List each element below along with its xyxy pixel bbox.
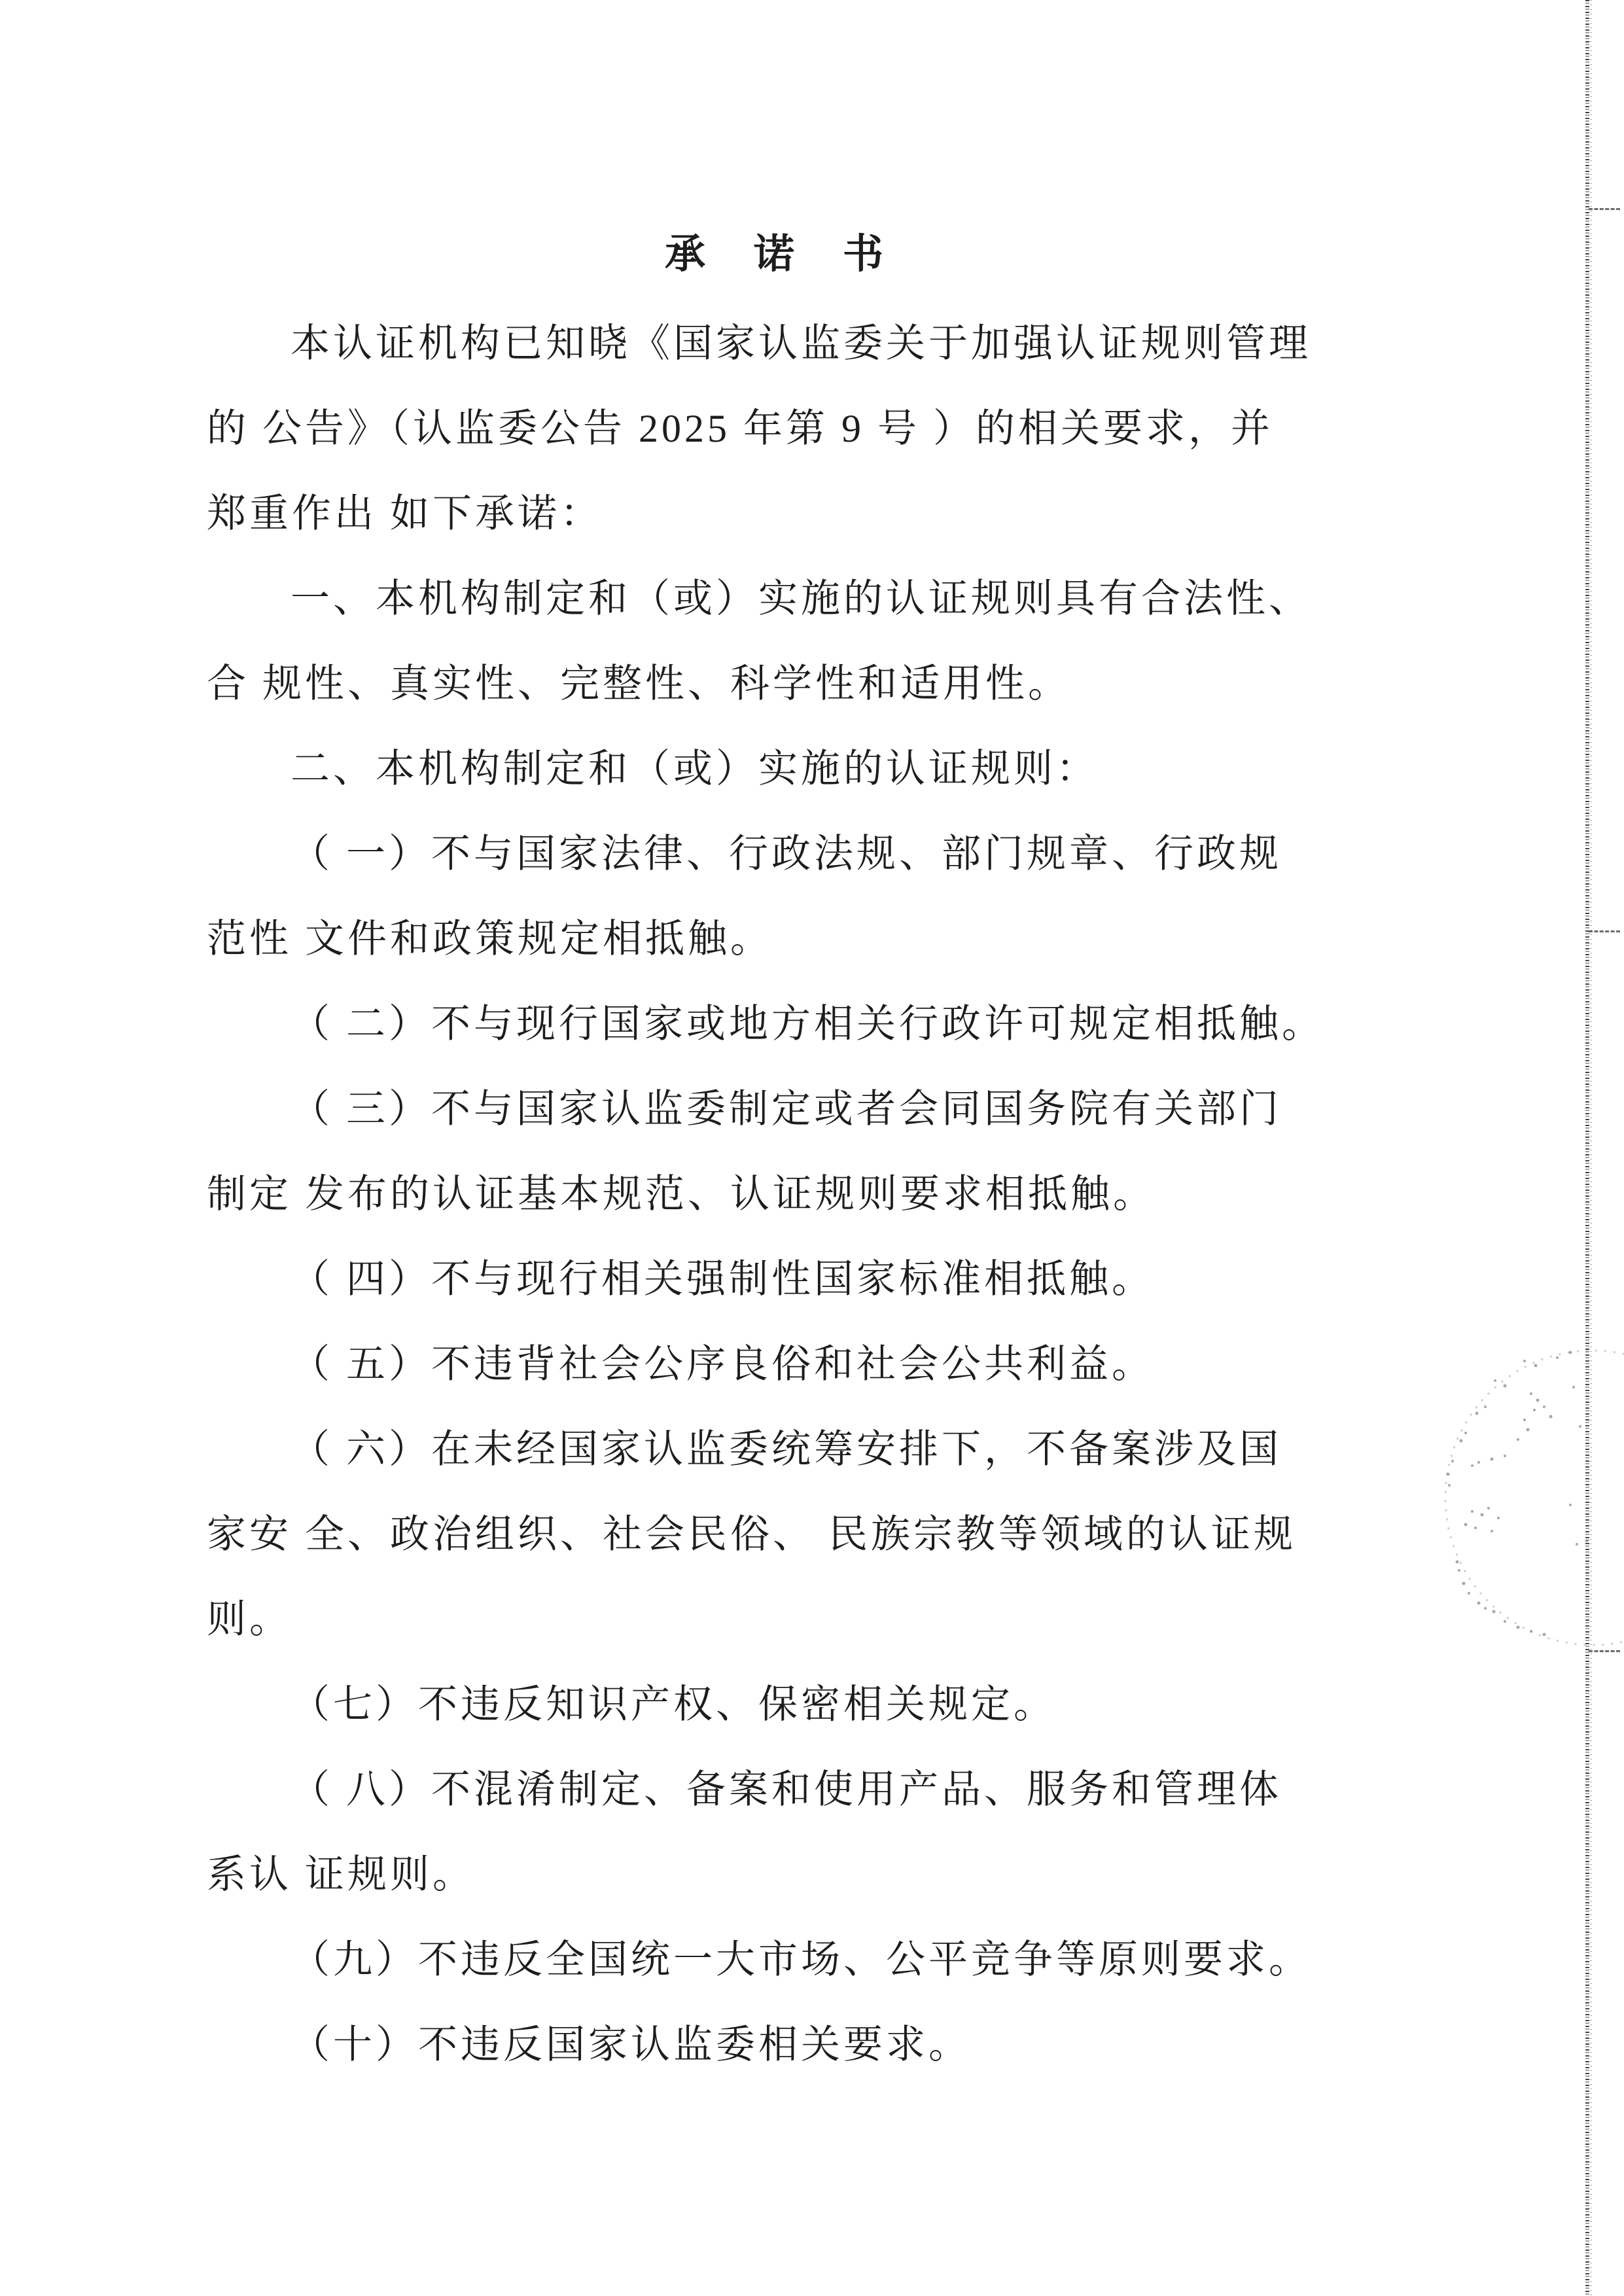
fold-mark <box>1589 1650 1620 1652</box>
text-line: 合 规性、真实性、完整性、科学性和适用性。 <box>207 662 1070 705</box>
text-line: （七）不违反知识产权、保密相关规定。 <box>291 1683 1056 1726</box>
text-line: 的 公告》（认监委公告 2025 年第 9 号 ）的相关要求，并 <box>207 407 1273 450</box>
fold-mark <box>1589 930 1620 932</box>
text-line: （ 五）不违背社会公序良俗和社会公共利益。 <box>291 1343 1154 1386</box>
text-line: （ 三）不与国家认监委制定或者会同国务院有关部门 <box>291 1087 1282 1131</box>
text-line: 二、本机构制定和（或）实施的认证规则： <box>291 747 1099 790</box>
text-line: （ 二）不与现行国家或地方相关行政许可规定相抵触。 <box>291 1002 1324 1046</box>
text-line: 范性 文件和政策规定相抵触。 <box>207 917 773 961</box>
scan-edge-line-secondary <box>1590 0 1592 2296</box>
scan-edge-line <box>1585 0 1589 2296</box>
text-line: （ 六）在未经国家认监委统筹安排下，不备案涉及国 <box>291 1428 1282 1471</box>
document-body <box>207 301 1378 2087</box>
text-line: 制定 发布的认证基本规范、认证规则要求相抵触。 <box>207 1173 1156 1216</box>
text-line: 则。 <box>207 1598 292 1641</box>
text-line: （十）不违反国家认监委相关要求。 <box>291 2023 971 2066</box>
document-title: 承 诺 书 <box>664 232 887 277</box>
text-line: 本认证机构已知晓《国家认监委关于加强认证规则管理 <box>291 322 1311 365</box>
text-line: （ 四）不与现行相关强制性国家标准相抵触。 <box>291 1258 1154 1301</box>
text-line: 郑重作出 如下承诺： <box>207 492 603 535</box>
text-line: 系认 证规则。 <box>207 1853 475 1896</box>
text-line: （ 一）不与国家法律、行政法规、部门规章、行政规 <box>291 832 1282 875</box>
text-line: （ 八）不混淆制定、备案和使用产品、服务和管理体 <box>291 1768 1282 1811</box>
text-line: （九）不违反全国统一大市场、公平竞争等原则要求。 <box>291 1938 1311 1981</box>
fold-mark <box>1589 208 1620 210</box>
text-line: 家安 全、政治组织、社会民俗、 民族宗教等领域的认证规 <box>207 1513 1296 1556</box>
text-line: 一、本机构制定和（或）实施的认证规则具有合法性、 <box>291 577 1311 620</box>
